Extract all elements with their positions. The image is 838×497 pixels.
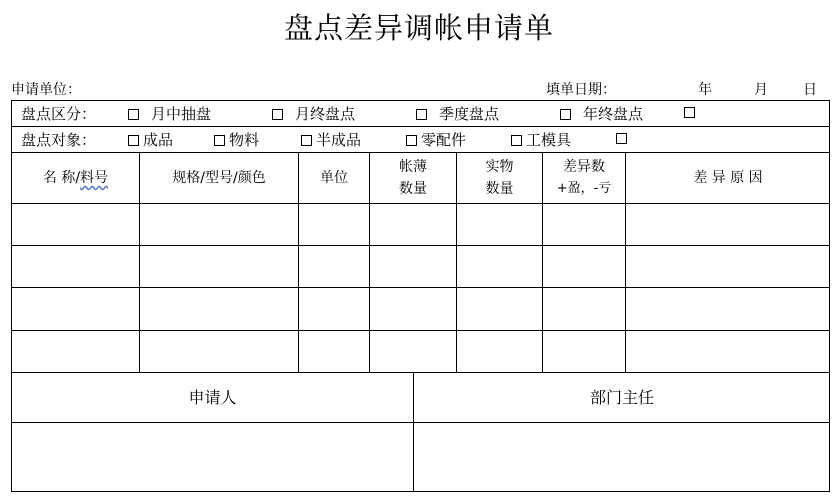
checkbox-icon xyxy=(416,109,427,120)
column-header-spec: 规格/型号/颜色 xyxy=(172,170,266,186)
checkbox-icon xyxy=(301,135,312,146)
applicant-heading: 申请人 xyxy=(188,387,237,407)
table-row[interactable] xyxy=(12,288,830,330)
classification-label: 盘点区分： xyxy=(21,105,97,123)
checkbox-icon xyxy=(684,107,695,118)
checkbox-icon xyxy=(128,135,139,146)
checkbox-icon xyxy=(128,109,139,120)
option-quarterly-count[interactable]: 季度盘点 xyxy=(416,103,499,124)
column-header-unit: 单位 xyxy=(320,170,348,186)
column-header-name: 名 称/ 料号 xyxy=(42,170,109,186)
table-row[interactable] xyxy=(12,331,830,372)
option-semi-finished[interactable]: 半成品 xyxy=(301,129,361,150)
option-blank[interactable] xyxy=(684,103,699,121)
option-year-end-count[interactable]: 年终盘点 xyxy=(560,103,643,124)
checkbox-icon xyxy=(214,135,225,146)
column-header-book-qty: 帐薄 数量 xyxy=(399,159,427,197)
option-materials[interactable]: 物料 xyxy=(214,129,259,150)
option-other-blank[interactable] xyxy=(616,129,631,147)
checkbox-icon xyxy=(560,109,571,120)
option-monthly-spot-check[interactable]: 月中抽盘 xyxy=(128,103,211,124)
column-header-reason: 差 异 原 因 xyxy=(693,170,763,186)
fill-date-label: 填单日期： xyxy=(546,82,616,98)
option-parts[interactable]: 零配件 xyxy=(406,129,466,150)
manager-signature-field[interactable] xyxy=(414,423,830,491)
column-header-difference: 差异数 +盈，-亏 xyxy=(556,159,612,196)
column-header-actual-qty: 实物 数量 xyxy=(485,159,514,197)
checkbox-icon xyxy=(406,135,417,146)
checkbox-icon xyxy=(616,133,627,144)
option-month-end-count[interactable]: 月终盘点 xyxy=(272,103,355,124)
table-row[interactable] xyxy=(12,204,830,245)
applicant-unit-label: 申请单位： xyxy=(11,82,81,98)
table-row[interactable] xyxy=(12,246,830,287)
checkbox-icon xyxy=(511,135,522,146)
objects-label: 盘点对象： xyxy=(21,131,97,149)
manager-heading: 部门主任 xyxy=(589,387,654,407)
date-year-label: 年 xyxy=(698,82,712,98)
option-finished-goods[interactable]: 成品 xyxy=(128,129,173,150)
row-divider xyxy=(11,126,830,127)
form-title: 盘点差异调帐申请单 xyxy=(283,11,554,45)
checkbox-icon xyxy=(272,109,283,120)
date-day-label: 日 xyxy=(803,82,817,98)
applicant-signature-field[interactable] xyxy=(12,423,413,491)
date-month-label: 月 xyxy=(754,82,768,98)
option-tooling[interactable]: 工模具 xyxy=(511,129,571,150)
